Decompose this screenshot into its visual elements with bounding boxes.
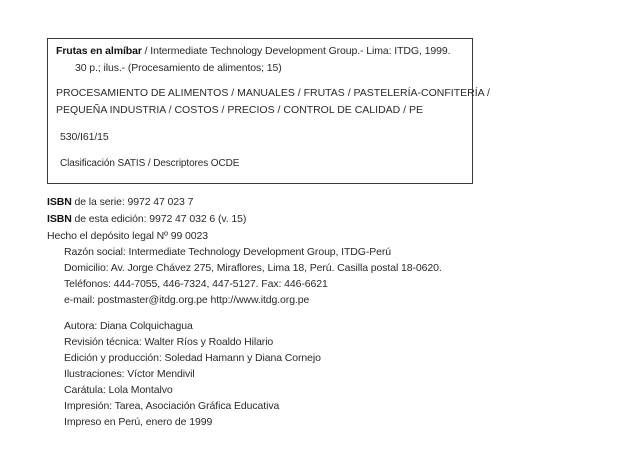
credit-edicion: Edición y producción: Soledad Hamann y Diana Cornejo <box>64 352 321 364</box>
catalog-title-line <box>56 45 450 57</box>
catalog-code: 530/I61/15 <box>60 131 109 143</box>
catalog-subjects-line1: PROCESAMIENTO DE ALIMENTOS / MANUALES / FRUTAS / PASTELERÍA-CONFITERÍA / <box>56 87 490 99</box>
credit-impreso: Impreso en Perú, enero de 1999 <box>64 416 213 428</box>
isbn-label: ISBN <box>47 213 72 225</box>
credit-caratula: Carátula: Lola Montalvo <box>64 384 173 396</box>
legal-domicilio: Domicilio: Av. Jorge Chávez 275, Miraflores, Lima 18, Perú. Casilla postal 18-0620. <box>64 262 442 274</box>
credit-revision: Revisión técnica: Walter Ríos y Roaldo Hilario <box>64 336 274 348</box>
catalog-title: Frutas en almíbar <box>56 45 142 57</box>
isbn-label: ISBN <box>47 196 72 208</box>
credit-impresion: Impresión: Tarea, Asociación Gráfica Educativa <box>64 400 280 412</box>
isbn-edition-line <box>47 213 246 225</box>
legal-email: e-mail: postmaster@itdg.org.pe http://www.itdg.org.pe <box>64 294 310 306</box>
credit-ilustraciones: Ilustraciones: Víctor Mendivil <box>64 368 195 380</box>
legal-razon-social: Razón social: Intermediate Technology Development Group, ITDG-Perú <box>64 246 392 258</box>
credit-autora: Autora: Diana Colquichagua <box>64 320 193 332</box>
isbn-edition: de esta edición: 9972 47 032 6 (v. 15) <box>71 213 247 225</box>
catalog-physical: 30 p.; ilus.- (Procesamiento de alimentos; 15) <box>75 62 282 74</box>
legal-deposit: Hecho el depósito legal Nº 99 0023 <box>47 230 208 242</box>
catalog-classification: Clasificación SATIS / Descriptores OCDE <box>60 158 240 169</box>
legal-telefonos: Teléfonos: 444-7055, 446-7324, 447-5127. Fax: 446-6621 <box>64 278 328 290</box>
catalog-subjects-line2: PEQUEÑA INDUSTRIA / COSTOS / PRECIOS / CONTROL DE CALIDAD / PE <box>56 104 423 116</box>
catalog-publisher: / Intermediate Technology Development Group.- Lima: ITDG, 1999. <box>141 45 451 57</box>
isbn-series-line <box>47 196 193 208</box>
isbn-series: de la serie: 9972 47 023 7 <box>71 196 194 208</box>
